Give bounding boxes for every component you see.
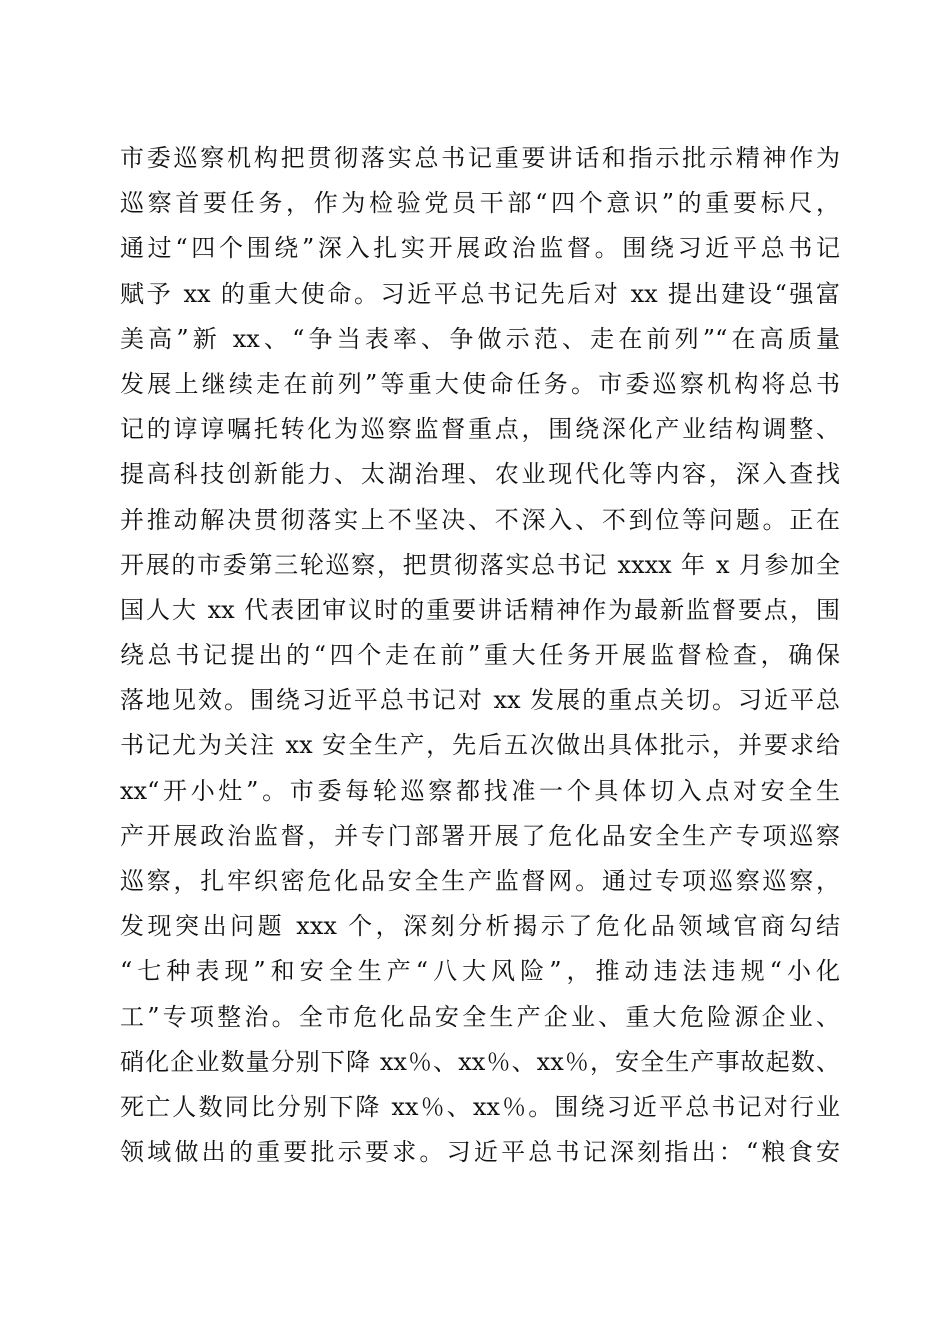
- text-line: 通过“四个围绕”深入扎实开展政治监督。围绕习近平总书记: [120, 234, 840, 263]
- text-line: 提高科技创新能力、太湖治理、农业现代化等内容，深入查找: [120, 460, 840, 489]
- text-line: xx“开小灶”。市委每轮巡察都找准一个具体切入点对安全生: [120, 776, 840, 805]
- text-line: 国人大 xx 代表团审议时的重要讲话精神作为最新监督要点，围: [120, 595, 840, 624]
- text-line: 市委巡察机构把贯彻落实总书记重要讲话和指示批示精神作为: [120, 144, 840, 172]
- text-line: 巡察，扎牢织密危化品安全生产监督网。通过专项巡察巡察，: [120, 867, 840, 895]
- text-line: 发现突出问题 xxx 个，深刻分析揭示了危化品领域官商勾结: [120, 912, 840, 941]
- text-line: 产开展政治监督，并专门部署开展了危化品安全生产专项巡察: [120, 821, 840, 850]
- text-line: 落地见效。围绕习近平总书记对 xx 发展的重点关切。习近平总: [120, 686, 840, 715]
- body-paragraph: [120, 136, 840, 1175]
- text-line: 书记尤为关注 xx 安全生产，先后五次做出具体批示，并要求给: [120, 731, 840, 760]
- text-line: 硝化企业数量分别下降 xx％、xx％、xx％，安全生产事故起数、: [120, 1047, 840, 1076]
- text-line: 领域做出的重要批示要求。习近平总书记深刻指出：“粮食安: [120, 1138, 840, 1167]
- text-line: 美高”新 xx、“争当表率、争做示范、走在前列”“在高质量: [120, 324, 840, 353]
- text-line: 死亡人数同比分别下降 xx％、xx％。围绕习近平总书记对行业: [120, 1092, 840, 1121]
- text-line: 赋予 xx 的重大使命。习近平总书记先后对 xx 提出建设“强富: [120, 279, 840, 308]
- text-line: 记的谆谆嘱托转化为巡察监督重点，围绕深化产业结构调整、: [120, 415, 840, 444]
- text-line: 巡察首要任务，作为检验党员干部“四个意识”的重要标尺，: [120, 189, 840, 218]
- text-line: 开展的市委第三轮巡察，把贯彻落实总书记 xxxx 年 x 月参加全: [120, 550, 840, 579]
- text-line: 绕总书记提出的“四个走在前”重大任务开展监督检查，确保: [120, 641, 840, 670]
- text-line: “七种表现”和安全生产“八大风险”，推动违法违规“小化: [120, 957, 840, 986]
- text-line: 发展上继续走在前列”等重大使命任务。市委巡察机构将总书: [120, 369, 840, 398]
- text-line: 工”专项整治。全市危化品安全生产企业、重大危险源企业、: [120, 1002, 840, 1031]
- text-line: 并推动解决贯彻落实上不坚决、不深入、不到位等问题。正在: [120, 505, 840, 534]
